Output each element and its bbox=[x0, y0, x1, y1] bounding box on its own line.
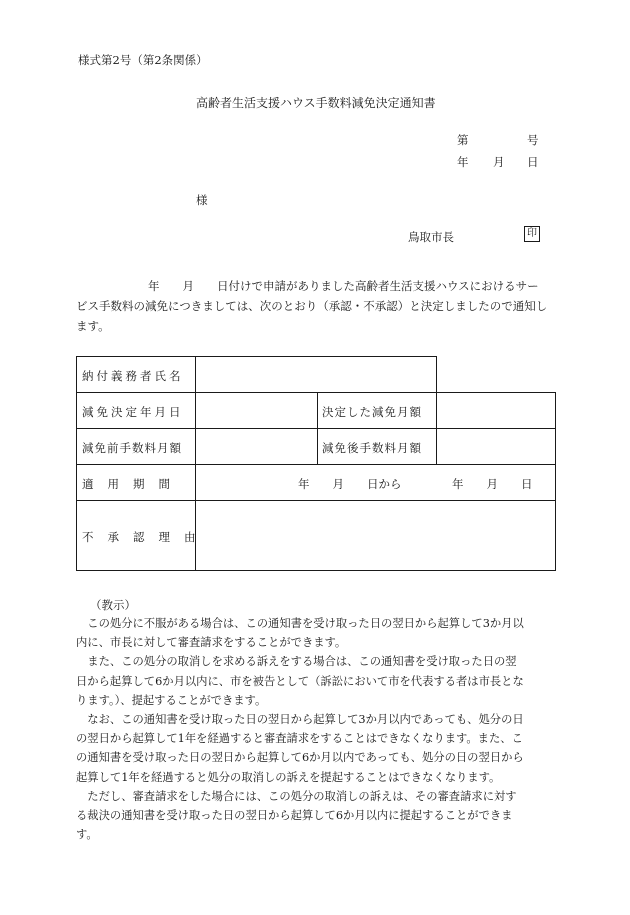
notice-line: また、この処分の取消しを求める訴えをする場合は、この通知書を受け取った日の翌 bbox=[76, 655, 517, 669]
decision-table bbox=[76, 356, 556, 571]
notice-line: 起算して1年を経過すると処分の取消しの訴えを提起することはできなくなります。 bbox=[76, 770, 501, 784]
date-year: 年 bbox=[457, 155, 469, 169]
label-decision-date: 減免決定年月日 bbox=[82, 405, 184, 419]
label-period: 適用期間 bbox=[82, 477, 184, 491]
label-rejection-reason: 不承認理由 bbox=[82, 530, 210, 544]
notice-line: ります。）、提起することができます。 bbox=[76, 693, 267, 707]
label-fee-after: 減免後手数料月額 bbox=[322, 441, 422, 455]
label-fee-before: 減免前手数料月額 bbox=[82, 441, 182, 455]
body-line: ビス手数料の減免につきましては、次のとおり（承認・不承認）と決定しましたので通知し bbox=[76, 299, 548, 313]
seal-mark: 印 bbox=[524, 226, 540, 242]
period-to: 年 月 日 bbox=[452, 477, 533, 491]
doc-number-suffix: 号 bbox=[527, 133, 539, 147]
document-title: 高齢者生活支援ハウス手数料減免決定通知書 bbox=[196, 96, 436, 110]
doc-number-prefix: 第 bbox=[457, 133, 469, 147]
body-line: 年 月 日付けで申請がありました高齢者生活支援ハウスにおけるサー bbox=[148, 279, 539, 293]
notice-line: 日から起算して6か月以内に、市を被告として（訴訟において市を代表する者は市長とな bbox=[76, 674, 524, 688]
cell-payer-value bbox=[195, 356, 437, 393]
body-line: ます。 bbox=[76, 319, 110, 333]
label-payer-name: 納付義務者氏名 bbox=[82, 369, 184, 383]
notice-line: る裁決の通知書を受け取った日の翌日から起算して6か月以内に提起することができま bbox=[76, 809, 513, 823]
notice-line: す。 bbox=[76, 828, 98, 842]
notice-text bbox=[76, 614, 562, 844]
date-day: 日 bbox=[527, 155, 539, 169]
date-month: 月 bbox=[493, 155, 505, 169]
notice-line: の翌日から起算して1年を経過すると審査請求をすることはできなくなります。また、こ bbox=[76, 732, 523, 746]
notice-line: なお、この通知書を受け取った日の翌日から起算して3か月以内であっても、処分の日 bbox=[76, 713, 524, 727]
cell-decision-date-value bbox=[195, 392, 318, 429]
form-number: 様式第2号（第2条関係） bbox=[78, 53, 208, 67]
notice-line: ただし、審査請求をした場合には、この処分の取消しの訴えは、その審査請求に対す bbox=[76, 789, 517, 803]
notice-line: 内に、市長に対して審査請求をすることができます。 bbox=[76, 636, 347, 650]
notice-line: この処分に不服がある場合は、この通知書を受け取った日の翌日から起算して3か月以 bbox=[76, 617, 524, 630]
addressee-suffix: 様 bbox=[196, 193, 208, 207]
period-from: 年 月 日から bbox=[298, 477, 402, 491]
body-text bbox=[76, 276, 556, 336]
notice-heading: （教示） bbox=[90, 598, 136, 612]
notice-line: の通知書を受け取った日の翌日から起算して6か月以内であっても、処分の日の翌日から bbox=[76, 751, 524, 765]
cell-fee-after-value bbox=[436, 428, 556, 465]
issuer-name: 鳥取市長 bbox=[408, 230, 454, 244]
label-decided-amount: 決定した減免月額 bbox=[322, 405, 422, 419]
cell-decided-amount-value bbox=[436, 392, 556, 429]
cell-fee-before-value bbox=[195, 428, 318, 465]
cell-reason-value bbox=[195, 500, 556, 571]
